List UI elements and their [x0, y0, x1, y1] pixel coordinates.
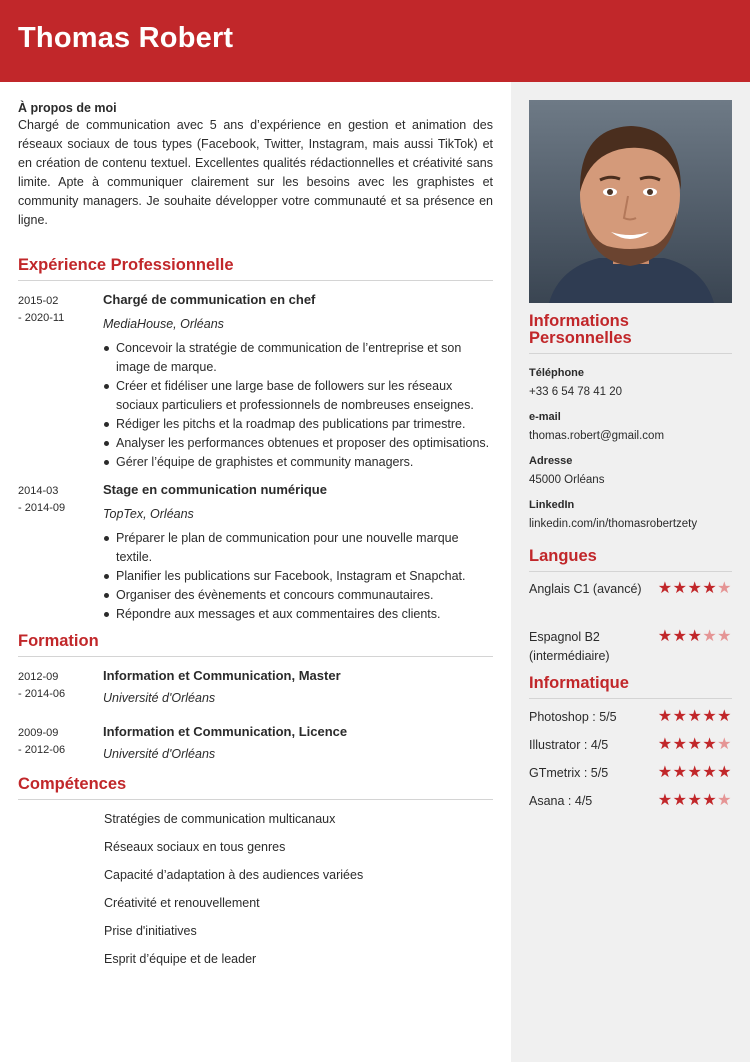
it-skill-name: Asana : 4/5	[529, 794, 593, 808]
entry-degree: Information et Communication, Licence	[103, 724, 348, 739]
languages-title: Langues	[529, 548, 732, 572]
star-filled-icon: ★	[717, 764, 732, 781]
experience-title: Expérience Professionnelle	[18, 256, 493, 281]
entry-tasks	[103, 339, 493, 472]
address-value: 45000 Orléans	[529, 474, 605, 486]
star-rating	[658, 792, 732, 810]
star-rating	[658, 628, 732, 646]
star-filled-icon: ★	[702, 736, 718, 753]
it-skill-name: Illustrator : 4/5	[529, 738, 609, 752]
entry-start-date: 2014-03	[18, 485, 59, 497]
entry-dates	[18, 669, 98, 703]
star-filled-icon: ★	[672, 736, 688, 753]
email-block	[529, 410, 732, 444]
task-item: Créer et fidéliser une large base de followers sur les réseaux sociaux particuliers et professionnels de nombreuses enseignes.	[103, 377, 493, 415]
entry-company: TopTex, Orléans	[103, 507, 194, 521]
address-label: Adresse	[529, 455, 573, 467]
entry-dates	[18, 483, 98, 517]
sidebar	[511, 82, 750, 1062]
linkedin-block	[529, 498, 732, 532]
star-filled-icon: ★	[657, 708, 673, 725]
profile-photo	[529, 100, 732, 303]
skill-item: Capacité d’adaptation à des audiences variées	[104, 868, 364, 882]
task-item: Gérer l’équipe de graphistes et community managers.	[103, 453, 493, 472]
header-banner	[0, 0, 750, 82]
entry-start-date: 2009-09	[18, 727, 59, 739]
star-filled-icon: ★	[672, 628, 688, 645]
entry-dates	[18, 725, 98, 759]
star-filled-icon: ★	[702, 580, 718, 597]
address-block	[529, 454, 732, 488]
phone-label: Téléphone	[529, 367, 585, 379]
phone-value: +33 6 54 78 41 20	[529, 386, 623, 398]
language-name: Espagnol B2 (intermédiaire)	[529, 630, 610, 663]
skill-item: Réseaux sociaux en tous genres	[104, 840, 286, 854]
skills-list	[18, 810, 493, 968]
task-item: Répondre aux messages et aux commentaires des clients.	[103, 605, 493, 624]
entry-school: Université d'Orléans	[103, 691, 216, 705]
skills-title: Compétences	[18, 775, 493, 800]
star-filled-icon: ★	[687, 708, 703, 725]
education-title: Formation	[18, 632, 493, 657]
it-skill-name: GTmetrix : 5/5	[529, 766, 609, 780]
phone-block	[529, 366, 732, 400]
star-filled-icon: ★	[657, 580, 673, 597]
it-skill-row	[529, 764, 732, 783]
about-title: À propos de moi	[18, 101, 117, 115]
star-rating	[658, 736, 732, 754]
star-filled-icon: ★	[687, 792, 703, 809]
experience-entry	[18, 291, 493, 472]
linkedin-value[interactable]: linkedin.com/in/thomasrobertzety	[529, 518, 698, 530]
entry-start-date: 2012-09	[18, 671, 59, 683]
entry-company: MediaHouse, Orléans	[103, 317, 224, 331]
star-filled-icon: ★	[657, 792, 673, 809]
task-item: Concevoir la stratégie de communication de l’entreprise et son image de marque.	[103, 339, 493, 377]
skill-item: Stratégies de communication multicanaux	[104, 812, 336, 826]
entry-start-date: 2015-02	[18, 295, 59, 307]
star-filled-icon: ★	[717, 708, 732, 725]
star-filled-icon: ★	[657, 736, 673, 753]
star-filled-icon: ★	[672, 708, 688, 725]
personal-info-title: Informations Personnelles	[529, 313, 732, 354]
main-column	[18, 98, 493, 978]
it-skill-name: Photoshop : 5/5	[529, 710, 617, 724]
star-filled-icon: ★	[672, 792, 688, 809]
task-item: Analyser les performances obtenues et proposer des optimisations.	[103, 434, 493, 453]
star-rating	[658, 708, 732, 726]
it-skill-row	[529, 792, 732, 811]
email-label: e-mail	[529, 411, 561, 423]
linkedin-label: LinkedIn	[529, 499, 575, 511]
star-filled-icon: ★	[687, 736, 703, 753]
entry-dates	[18, 293, 98, 327]
star-empty-icon: ★	[702, 628, 718, 645]
star-filled-icon: ★	[687, 764, 703, 781]
language-name: Anglais C1 (avancé)	[529, 582, 642, 596]
it-skill-row	[529, 708, 732, 727]
star-empty-icon: ★	[717, 580, 732, 597]
task-item: Préparer le plan de communication pour une nouvelle marque textile.	[103, 529, 493, 567]
entry-school: Université d'Orléans	[103, 747, 216, 761]
star-filled-icon: ★	[657, 764, 673, 781]
entry-degree: Information et Communication, Master	[103, 668, 341, 683]
skill-item: Prise d'initiatives	[104, 924, 197, 938]
star-empty-icon: ★	[717, 736, 732, 753]
star-filled-icon: ★	[672, 580, 688, 597]
it-skill-row	[529, 736, 732, 755]
star-filled-icon: ★	[687, 628, 703, 645]
about-text: Chargé de communication avec 5 ans d’expérience en gestion et animation des réseaux sociaux de tous types (Facebook, Twitter, Instagram, mais aussi TikTok) et en création de contenu textuel. Excellentes qualités rédactionnelles et créativité sans limite. Apte à communiquer clairement sur les besoins avec les graphistes et community managers. Je souhaite développer votre communauté et sa présence en ligne.	[18, 118, 493, 227]
star-filled-icon: ★	[672, 764, 688, 781]
star-filled-icon: ★	[687, 580, 703, 597]
language-row	[529, 628, 732, 666]
star-filled-icon: ★	[657, 628, 673, 645]
task-item: Planifier les publications sur Facebook, Instagram et Snapchat.	[103, 567, 493, 586]
education-entry	[18, 723, 493, 763]
email-value[interactable]: thomas.robert@gmail.com	[529, 430, 665, 442]
skill-item: Esprit d’équipe et de leader	[104, 952, 257, 966]
entry-end-date: - 2014-06	[18, 688, 66, 700]
candidate-name: Thomas Robert	[18, 22, 234, 54]
language-row	[529, 580, 732, 599]
entry-end-date: - 2020-11	[18, 312, 65, 324]
entry-role: Chargé de communication en chef	[103, 292, 316, 307]
it-skills-title: Informatique	[529, 675, 732, 699]
star-filled-icon: ★	[702, 708, 718, 725]
skill-item: Créativité et renouvellement	[104, 896, 260, 910]
entry-end-date: - 2012-06	[18, 744, 66, 756]
star-filled-icon: ★	[702, 764, 718, 781]
portrait-image	[529, 100, 732, 303]
star-rating	[658, 764, 732, 782]
task-item: Rédiger les pitchs et la roadmap des publications par trimestre.	[103, 415, 493, 434]
entry-role: Stage en communication numérique	[103, 482, 327, 497]
entry-end-date: - 2014-09	[18, 502, 66, 514]
star-empty-icon: ★	[717, 792, 732, 809]
star-filled-icon: ★	[702, 792, 718, 809]
star-rating	[658, 580, 732, 598]
education-entry	[18, 667, 493, 707]
entry-tasks	[103, 529, 493, 624]
experience-entry	[18, 481, 493, 624]
star-empty-icon: ★	[717, 628, 732, 645]
task-item: Organiser des évènements et concours communautaires.	[103, 586, 493, 605]
